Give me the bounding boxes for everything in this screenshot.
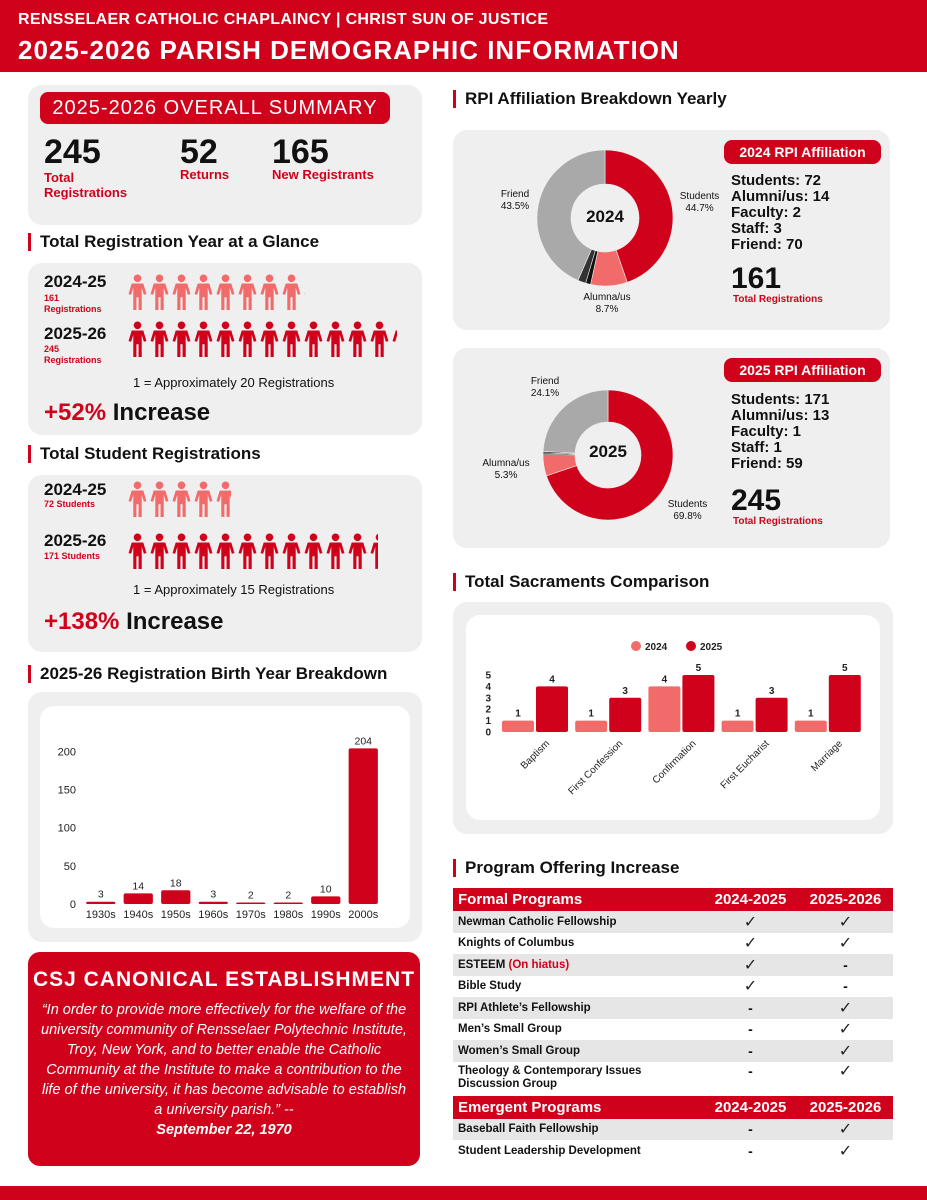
rpi-2024-total-label: Total Registrations [733, 294, 823, 305]
person-icon [172, 274, 191, 310]
glance-scale-note: 1 = Approximately 20 Registrations [133, 375, 335, 390]
y-tick-label: 0 [485, 727, 491, 739]
person-icon [216, 274, 235, 310]
table-row: ESTEEM (On hiatus) ✓ - [453, 954, 893, 976]
table-row: Newman Catholic Fellowship ✓ ✓ [453, 911, 893, 933]
person-icon [128, 321, 147, 357]
person-icon [304, 533, 323, 569]
rpi-2024-total: 161 [731, 262, 782, 295]
person-icon [260, 321, 279, 357]
glance-increase: +52% Increase [44, 399, 211, 426]
student-year-2025: 2025-26 [44, 531, 107, 550]
check-icon: ✓ [743, 935, 758, 953]
bar-1980s [274, 902, 303, 904]
x-tick-label: First Eucharist [718, 738, 772, 792]
bar-2025-marriage [829, 675, 861, 732]
y-tick-label: 3 [485, 693, 491, 705]
affiliation-line: Alumni/us: 13 [731, 407, 830, 424]
person-icon [304, 274, 305, 310]
student-sub-2024: 72 Students [44, 499, 96, 509]
affiliation-line: Students: 171 [731, 391, 830, 408]
affiliation-line: Staff: 3 [731, 220, 782, 237]
person-icon-row-2024 [128, 274, 305, 310]
data-label: 1 [515, 708, 521, 720]
affiliation-line: Staff: 1 [731, 439, 782, 456]
table-row: Men’s Small Group - ✓ [458, 1021, 853, 1039]
y-tick-label: 200 [57, 746, 76, 759]
person-icon [128, 533, 147, 569]
data-label: 4 [549, 674, 555, 686]
check-icon: ✓ [838, 935, 853, 953]
csj-date: September 22, 1970 [156, 1122, 292, 1138]
bar-2025-baptism [536, 686, 568, 732]
total-registrations-label: Total Registrations [44, 170, 128, 200]
glance-year-2025: 2025-26 [44, 324, 107, 343]
rpi-2025-alumni-label: Alumna/us 5.3% [482, 458, 530, 481]
y-tick-label: 50 [63, 860, 76, 873]
data-label: 5 [842, 663, 848, 674]
x-tick-label: 1970s [235, 909, 266, 921]
summary-title-badge: 2025-2026 OVERALL SUMMARY [40, 92, 390, 124]
csj-establishment-panel [28, 952, 420, 1166]
rpi-2025-total-label: Total Registrations [733, 516, 823, 527]
data-label: 1 [808, 708, 814, 720]
student-registrations-title: Total Student Registrations [28, 445, 261, 463]
y-tick-label: 0 [69, 899, 76, 911]
bar-1940s [124, 893, 153, 904]
program-offering-table [453, 888, 893, 1162]
data-label: 3 [210, 888, 217, 901]
x-tick-label: 1950s [160, 909, 191, 921]
table-header-row: Formal Programs 2024-2025 2025-2026 [453, 888, 893, 911]
student-year-2024: 2024-25 [44, 480, 107, 499]
organization-name: RENSSELAER CATHOLIC CHAPLAINCY | CHRIST SUN OF JUSTICE [18, 11, 549, 28]
check-icon: ✓ [838, 1042, 853, 1060]
person-icon [304, 321, 323, 357]
person-icon [128, 274, 147, 310]
affiliation-line: Alumni/us: 14 [731, 188, 830, 205]
person-icon [238, 321, 257, 357]
person-icon-row-2025 [128, 321, 397, 357]
person-icon [238, 533, 257, 569]
affiliation-line: Faculty: 1 [731, 423, 802, 440]
legend-swatch [631, 641, 641, 651]
x-tick-label: 1930s [85, 909, 116, 921]
returns-value: 52 [180, 133, 218, 171]
person-icon [282, 274, 301, 310]
person-icon [150, 274, 169, 310]
student-icon-row-2024 [128, 481, 231, 517]
check-icon: ✓ [838, 999, 853, 1017]
table-header-row: Emergent Programs 2024-2025 2025-2026 [453, 1096, 893, 1119]
y-tick-label: 4 [485, 681, 491, 693]
affiliation-line: Friend: 59 [731, 455, 803, 472]
y-tick-label: 100 [57, 822, 76, 835]
affiliation-line: Faculty: 2 [731, 204, 802, 221]
check-icon: ✓ [838, 1021, 853, 1039]
affiliation-line: Students: 72 [731, 172, 822, 189]
x-tick-label: 1980s [273, 909, 304, 921]
person-icon [172, 321, 191, 357]
person-icon [326, 321, 345, 357]
csj-title: CSJ CANONICAL ESTABLISHMENT [32, 968, 416, 991]
sacraments-bar-chart [466, 615, 880, 820]
footer-bar [0, 1186, 927, 1200]
person-icon [238, 274, 257, 310]
bar-1930s [86, 902, 115, 904]
person-icon [150, 533, 169, 569]
rpi-2025-affiliation-list [731, 392, 829, 472]
legend-swatch [686, 641, 696, 651]
data-label: 1 [734, 708, 741, 720]
data-label: 2 [285, 889, 292, 902]
sacraments-title: Total Sacraments Comparison [453, 573, 709, 591]
affiliation-line: Friend: 70 [731, 236, 803, 253]
rpi-2024-center-label: 2024 [586, 207, 624, 226]
person-icon [194, 533, 213, 569]
check-icon: ✓ [838, 1062, 853, 1080]
table-row: Theology & Contemporary Issues Discussion Group - ✓ [458, 1062, 853, 1090]
person-icon [392, 321, 397, 357]
rpi-2024-students-label: Students 44.7% [679, 191, 720, 214]
person-icon [194, 481, 213, 517]
y-tick-label: 2 [485, 704, 491, 716]
rpi-2025-students-label: Students 69.8% [667, 499, 708, 522]
new-registrants-label: New Registrants [272, 167, 374, 182]
check-icon: ✓ [743, 956, 758, 974]
rpi-affiliation-title: RPI Affiliation Breakdown Yearly [453, 90, 727, 108]
x-tick-label: 1940s [123, 909, 154, 921]
data-label: 18 [169, 877, 182, 890]
bar-1990s [311, 896, 340, 904]
table-row: RPI Athlete’s Fellowship - ✓ [453, 997, 893, 1019]
bar-2024-first-eucharist [722, 721, 754, 732]
rpi-2025-friend-label: Friend 24.1% [530, 376, 560, 399]
rpi-2024-friend-label: Friend 43.5% [500, 189, 530, 212]
check-icon: ✓ [838, 1142, 853, 1160]
page-header [0, 0, 927, 72]
bar-2024-confirmation [648, 686, 680, 732]
registration-glance-title: Total Registration Year at a Glance [28, 233, 319, 251]
legend-label: 2025 [700, 642, 723, 653]
check-icon: ✓ [838, 913, 853, 931]
data-label: 4 [661, 674, 668, 686]
person-icon [282, 533, 301, 569]
check-icon: ✓ [743, 978, 758, 996]
table-row: Knights of Columbus ✓ ✓ [458, 935, 853, 953]
bar-1970s [236, 902, 265, 904]
person-icon [216, 481, 231, 517]
table-row: Bible Study ✓ - [458, 978, 848, 996]
y-tick-label: 1 [485, 716, 491, 728]
birth-year-bar-chart [40, 706, 410, 928]
rpi-2025-total: 245 [731, 484, 782, 517]
rpi-2024-affiliation-list [731, 173, 829, 253]
total-registrations-value: 245 [44, 133, 101, 171]
person-icon [326, 533, 345, 569]
student-scale-note: 1 = Approximately 15 Registrations [133, 582, 335, 597]
person-icon [216, 321, 235, 357]
person-icon [370, 533, 378, 569]
bar-2025-first-eucharist [756, 698, 788, 732]
data-label: 204 [354, 735, 373, 748]
rpi-2024-alumni-label: Alumna/us 8.7% [583, 292, 631, 315]
data-label: 1 [588, 708, 594, 720]
bar-2025-confirmation [682, 675, 714, 732]
bar-2000s [349, 748, 378, 904]
page-title: 2025-2026 PARISH DEMOGRAPHIC INFORMATION [18, 35, 680, 65]
y-tick-label: 5 [485, 670, 491, 682]
table-row: Baseball Faith Fellowship - ✓ [453, 1119, 893, 1141]
data-label: 5 [695, 663, 702, 674]
data-label: 3 [97, 888, 104, 901]
data-label: 3 [622, 685, 628, 697]
person-icon [172, 533, 191, 569]
x-tick-label: Confirmation [650, 738, 699, 787]
person-icon [172, 481, 191, 517]
bar-2024-baptism [502, 721, 534, 732]
legend-label: 2024 [645, 642, 668, 653]
glance-sub-2024: 161 Registrations [44, 293, 102, 314]
student-sub-2025: 171 Students [44, 551, 101, 561]
x-tick-label: Baptism [518, 738, 553, 772]
person-icon [194, 321, 213, 357]
person-icon [128, 481, 147, 517]
birth-year-title: 2025-26 Registration Birth Year Breakdown [28, 665, 387, 683]
person-icon [150, 481, 169, 517]
bar-2024-marriage [795, 721, 827, 732]
data-label: 3 [768, 685, 775, 697]
person-icon [282, 321, 301, 357]
bar-1960s [199, 902, 228, 904]
x-tick-label: Marriage [809, 738, 845, 775]
new-registrants-value: 165 [272, 133, 329, 171]
table-row: Student Leadership Development - ✓ [458, 1142, 853, 1160]
data-label: 10 [319, 883, 332, 896]
programs-title: Program Offering Increase [453, 859, 679, 877]
bar-2025-first-confession [609, 698, 641, 732]
student-icon-row-2025 [128, 533, 378, 569]
rpi-2025-badge: 2025 RPI Affiliation [724, 358, 881, 382]
glance-year-2024: 2024-25 [44, 272, 107, 291]
person-icon [348, 321, 367, 357]
rpi-2024-badge: 2024 RPI Affiliation [724, 140, 881, 164]
person-icon [370, 321, 389, 357]
x-tick-label: First Confession [566, 738, 626, 798]
person-icon [348, 533, 367, 569]
x-tick-label: 1960s [198, 909, 229, 921]
person-icon [216, 533, 235, 569]
x-tick-label: 2000s [348, 909, 379, 921]
data-label: 2 [247, 889, 254, 902]
data-label: 14 [132, 880, 145, 893]
bar-1950s [161, 890, 190, 904]
check-icon: ✓ [838, 1121, 853, 1139]
y-tick-label: 150 [57, 784, 76, 797]
glance-sub-2025: 245 Registrations [44, 344, 102, 365]
rpi-2025-center-label: 2025 [589, 442, 627, 461]
student-increase: +138% Increase [44, 608, 224, 635]
person-icon [194, 274, 213, 310]
person-icon [260, 533, 279, 569]
returns-label: Returns [180, 167, 230, 182]
check-icon: ✓ [743, 913, 758, 931]
csj-quote: “In order to provide more effectively for the welfare of the university community of Rensselaer Polytechnic Institute, Troy, New York, and to better enable the Catholic Community at the Institute to make a contribution to the life of the university, it has become advisable to establish a university parish.” -- September 22, 1970 [41, 1002, 407, 1138]
person-icon [150, 321, 169, 357]
bar-2024-first-confession [575, 721, 607, 732]
x-tick-label: 1990s [310, 909, 341, 921]
person-icon [260, 274, 279, 310]
table-row: Women’s Small Group - ✓ [453, 1040, 893, 1062]
